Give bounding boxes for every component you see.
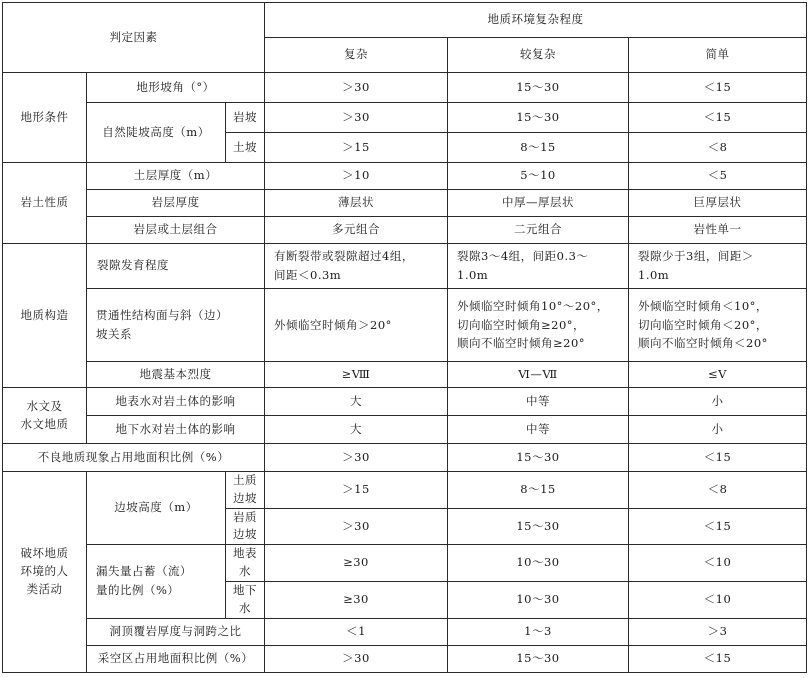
- cell-complex: ≥30: [265, 545, 448, 582]
- cell-complex: ＞10: [265, 163, 448, 190]
- cell-simple: ＜8: [629, 472, 807, 509]
- cell-complex: ＞30: [265, 508, 448, 545]
- sub-label: 地下水: [226, 581, 265, 618]
- table-row: [3, 289, 807, 362]
- cell-complex: 大: [265, 388, 448, 416]
- cell-complex: ＞30: [265, 73, 448, 103]
- cell-line: 外倾临空时倾角＜10°，: [638, 298, 768, 313]
- cell-complex: 大: [265, 416, 448, 444]
- group-rock-soil: 岩土性质: [3, 163, 87, 244]
- row-label: 地下水对岩土体的影响: [87, 416, 265, 444]
- group-line: 水文地质: [20, 416, 69, 431]
- cell-medium: 15～30: [448, 73, 629, 103]
- level-simple: 简单: [629, 38, 807, 73]
- group-line: 破坏地质: [20, 546, 69, 561]
- row-label: 土层厚度（m）: [87, 163, 265, 190]
- cell-simple: ＜10: [629, 581, 807, 618]
- cell-simple: ＜10: [629, 545, 807, 582]
- cell-simple: [629, 289, 807, 362]
- level-complex: 复杂: [265, 38, 448, 73]
- cell-line: 裂隙少于3组，间距＞: [638, 249, 754, 264]
- row-label: 岩层或土层组合: [87, 217, 265, 244]
- cell-complex: ＞15: [265, 133, 448, 163]
- cell-line: 顺向不临空时倾角＜20°: [638, 336, 768, 351]
- group-human: [3, 472, 87, 673]
- cell-medium: 中等: [448, 388, 629, 416]
- cell-simple: [629, 244, 807, 289]
- row-label: 地形坡角（°）: [87, 73, 265, 103]
- cell-medium: 15～30: [448, 645, 629, 672]
- cell-medium: 10～30: [448, 545, 629, 582]
- row-label: 采空区占用地面积比例（%）: [87, 645, 265, 672]
- cell-complex: ＞15: [265, 472, 448, 509]
- group-line: 水文及: [26, 398, 63, 413]
- cell-line: 裂隙3～4组，间距0.3～: [457, 249, 589, 264]
- cell-line: 顺向不临空时倾角≥20°: [457, 336, 586, 351]
- row-label: 岩层厚度: [87, 190, 265, 217]
- cell-line: 切向临空时倾角＜20°，: [638, 317, 768, 332]
- cell-line: 外倾临空时倾角＞20°: [274, 317, 392, 332]
- cell-medium: Ⅵ—Ⅶ: [448, 362, 629, 388]
- cell-line: 1.0m: [638, 268, 670, 282]
- cell-simple: ＜8: [629, 133, 807, 163]
- cell-medium: 10～30: [448, 581, 629, 618]
- group-line: 类活动: [26, 581, 63, 596]
- table-row: [3, 73, 807, 103]
- table-row: [3, 362, 807, 388]
- cell-medium: 15～30: [448, 444, 629, 472]
- cell-line: 间距＜0.3m: [274, 268, 342, 282]
- cell-line: 1.0m: [457, 268, 489, 282]
- cell-medium: 1～3: [448, 618, 629, 645]
- complexity-header: 地质环境复杂程度: [265, 3, 807, 38]
- label-line: 量的比例（%）: [96, 583, 180, 598]
- cell-simple: ＜15: [629, 508, 807, 545]
- row-label: 边坡高度（m）: [87, 472, 226, 545]
- sub-label: 地表水: [226, 545, 265, 582]
- cell-simple: ＜15: [629, 645, 807, 672]
- cell-simple: ＜15: [629, 444, 807, 472]
- table-row: [3, 388, 807, 416]
- table-row: [3, 217, 807, 244]
- sub-label: 岩质边坡: [226, 508, 265, 545]
- row-label: 自然陡坡高度（m）: [87, 103, 226, 163]
- factor-header: 判定因素: [3, 3, 265, 73]
- group-terrain: 地形条件: [3, 73, 87, 163]
- group-geo-structure: 地质构造: [3, 244, 87, 388]
- level-medium: 较复杂: [448, 38, 629, 73]
- cell-simple: ＜15: [629, 103, 807, 133]
- row-label: [87, 289, 265, 362]
- table-row: [3, 618, 807, 645]
- sub-label: 土坡: [226, 133, 265, 163]
- cell-simple: 岩性单一: [629, 217, 807, 244]
- cell-medium: 二元组合: [448, 217, 629, 244]
- sub-label: 岩坡: [226, 103, 265, 133]
- cell-complex: ＜1: [265, 618, 448, 645]
- cell-medium: 5～10: [448, 163, 629, 190]
- cell-medium: 15～30: [448, 508, 629, 545]
- cell-medium: 8～15: [448, 472, 629, 509]
- cell-line: 外倾临空时倾角10°～20°，: [457, 298, 609, 313]
- group-hydro: [3, 388, 87, 444]
- table-row: [3, 163, 807, 190]
- cell-complex: ≥30: [265, 581, 448, 618]
- cell-simple: ≤Ⅴ: [629, 362, 807, 388]
- table-row: [3, 416, 807, 444]
- cell-line: 有断裂带或裂隙超过4组，: [274, 249, 414, 264]
- label-line: 漏失量占蓄（流）: [96, 564, 192, 579]
- label-line: 贯通性结构面与斜（边）: [96, 308, 228, 323]
- cell-medium: [448, 289, 629, 362]
- label-line: 坡关系: [96, 327, 132, 341]
- row-label: 洞顶覆岩厚度与洞跨之比: [87, 618, 265, 645]
- cell-simple: 巨厚层状: [629, 190, 807, 217]
- cell-simple: ＞3: [629, 618, 807, 645]
- row-label: 不良地质现象占用地面积比例（%）: [3, 444, 265, 472]
- cell-complex: ≥Ⅷ: [265, 362, 448, 388]
- cell-simple: ＜5: [629, 163, 807, 190]
- cell-complex: ＞30: [265, 645, 448, 672]
- row-label: 地表水对岩土体的影响: [87, 388, 265, 416]
- geo-complexity-table: [2, 2, 807, 673]
- table-row: [3, 444, 807, 472]
- cell-complex: ＞30: [265, 103, 448, 133]
- cell-simple: 小: [629, 416, 807, 444]
- cell-simple: 小: [629, 388, 807, 416]
- sub-label: 土质边坡: [226, 472, 265, 509]
- table-row: [3, 244, 807, 289]
- cell-medium: [448, 244, 629, 289]
- cell-medium: 15～30: [448, 103, 629, 133]
- table-row: [3, 472, 807, 509]
- table-row: [3, 190, 807, 217]
- row-label: 地震基本烈度: [87, 362, 265, 388]
- row-label: 裂隙发育程度: [87, 244, 265, 289]
- cell-complex: 薄层状: [265, 190, 448, 217]
- cell-medium: 8～15: [448, 133, 629, 163]
- group-line: 环境的人: [20, 563, 69, 578]
- cell-complex: [265, 244, 448, 289]
- cell-medium: 中等: [448, 416, 629, 444]
- header-row-1: [3, 3, 807, 38]
- cell-complex: 多元组合: [265, 217, 448, 244]
- cell-complex: ＞30: [265, 444, 448, 472]
- cell-complex: [265, 289, 448, 362]
- table-row: [3, 103, 807, 133]
- cell-line: 切向临空时倾角≥20°，: [457, 317, 586, 332]
- cell-simple: ＜15: [629, 73, 807, 103]
- row-label: [87, 545, 226, 618]
- table-row: [3, 645, 807, 672]
- table-row: [3, 545, 807, 582]
- cell-medium: 中厚—厚层状: [448, 190, 629, 217]
